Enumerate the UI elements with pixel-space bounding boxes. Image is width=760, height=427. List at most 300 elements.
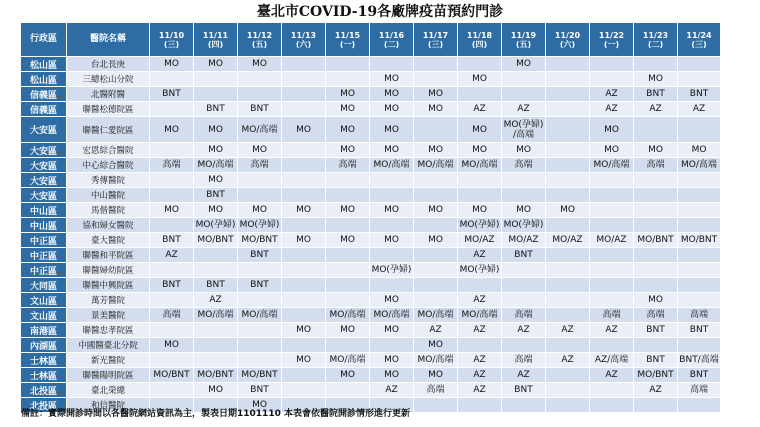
hospital-cell: 景美醫院 [67, 308, 150, 323]
schedule-cell [590, 248, 634, 263]
hospital-header: 醫院名稱 [67, 23, 150, 57]
table-row [21, 173, 721, 188]
district-cell: 大安區 [21, 158, 67, 173]
schedule-cell: MO [282, 353, 326, 368]
schedule-cell [194, 72, 238, 87]
district-cell: 士林區 [21, 368, 67, 383]
schedule-cell [502, 188, 546, 203]
date-header [502, 23, 546, 57]
date-label: 11/13 [290, 30, 317, 40]
schedule-cell [150, 353, 194, 368]
schedule-cell: MO [194, 57, 238, 72]
hospital-cell: 聯醫中興院區 [67, 278, 150, 293]
schedule-cell: BNT [150, 278, 194, 293]
schedule-cell [370, 173, 414, 188]
schedule-cell: MO [370, 353, 414, 368]
schedule-cell [590, 278, 634, 293]
weekday-label: (三) [427, 39, 444, 49]
schedule-cell [282, 248, 326, 263]
table-row [21, 87, 721, 102]
schedule-cell [414, 188, 458, 203]
schedule-cell [238, 87, 282, 102]
schedule-cell [238, 263, 282, 278]
schedule-cell [150, 263, 194, 278]
schedule-cell [590, 383, 634, 398]
district-cell: 北投區 [21, 383, 67, 398]
schedule-cell [458, 398, 502, 413]
table-row [21, 293, 721, 308]
date-label: 11/17 [422, 30, 449, 40]
date-header [678, 23, 721, 57]
schedule-cell: BNT [502, 248, 546, 263]
schedule-cell [502, 173, 546, 188]
schedule-cell: MO/BNT [634, 233, 678, 248]
schedule-cell: MO [414, 87, 458, 102]
district-cell: 大安區 [21, 143, 67, 158]
schedule-cell: BNT [238, 278, 282, 293]
footnote: 備註：實際開診時間以各醫院網站資訊為主，製表日期1101110 本表會依醫院開診情形進行更新 [21, 409, 410, 419]
schedule-cell: AZ [502, 368, 546, 383]
date-header [546, 23, 590, 57]
schedule-cell [238, 293, 282, 308]
district-cell: 中正區 [21, 263, 67, 278]
schedule-cell: BNT [678, 87, 721, 102]
schedule-cell: MO [282, 117, 326, 143]
schedule-cell: MO [370, 203, 414, 218]
schedule-cell: BNT [238, 102, 282, 117]
schedule-cell: BNT [678, 368, 721, 383]
district-cell: 北投區 [21, 398, 67, 413]
date-header [458, 23, 502, 57]
schedule-cell [546, 117, 590, 143]
schedule-cell: MO [458, 72, 502, 87]
schedule-cell [546, 143, 590, 158]
hospital-cell: 協和婦女醫院 [67, 218, 150, 233]
schedule-cell: MO [370, 368, 414, 383]
schedule-cell [458, 173, 502, 188]
schedule-cell: BNT/高端 [678, 353, 721, 368]
schedule-cell: AZ [458, 293, 502, 308]
schedule-cell [282, 173, 326, 188]
schedule-cell: BNT [194, 188, 238, 203]
schedule-cell: MO/BNT [238, 368, 282, 383]
table-body [21, 57, 721, 413]
schedule-cell [546, 338, 590, 353]
schedule-cell: MO [414, 143, 458, 158]
schedule-cell [282, 218, 326, 233]
table-row [21, 308, 721, 323]
schedule-cell: MO [326, 143, 370, 158]
schedule-cell: MO/高端 [194, 308, 238, 323]
district-cell: 大安區 [21, 188, 67, 203]
weekday-label: (一) [603, 39, 620, 49]
schedule-cell [238, 353, 282, 368]
schedule-cell: MO [370, 233, 414, 248]
hospital-cell: 馬偕醫院 [67, 203, 150, 218]
schedule-cell [238, 72, 282, 87]
schedule-cell [414, 293, 458, 308]
schedule-cell: MO [194, 173, 238, 188]
schedule-cell: MO/高端 [370, 158, 414, 173]
date-label: 11/12 [246, 30, 273, 40]
schedule-cell [150, 102, 194, 117]
schedule-cell: MO [634, 143, 678, 158]
schedule-cell [634, 117, 678, 143]
schedule-cell [546, 72, 590, 87]
schedule-cell [502, 72, 546, 87]
date-label: 11/18 [466, 30, 493, 40]
schedule-cell [546, 398, 590, 413]
schedule-cell: MO [634, 72, 678, 87]
schedule-cell [370, 218, 414, 233]
schedule-cell: MO/BNT [238, 233, 282, 248]
schedule-cell [678, 248, 721, 263]
date-header [326, 23, 370, 57]
schedule-cell: MO [282, 203, 326, 218]
schedule-cell: MO [546, 203, 590, 218]
schedule-cell [546, 293, 590, 308]
schedule-cell: MO/高端 [458, 158, 502, 173]
hospital-cell: 宏恩綜合醫院 [67, 143, 150, 158]
table-row [21, 143, 721, 158]
schedule-cell [326, 173, 370, 188]
district-cell: 中山區 [21, 203, 67, 218]
schedule-cell: AZ [590, 368, 634, 383]
schedule-cell: MO(孕婦) [502, 218, 546, 233]
schedule-cell [678, 188, 721, 203]
table-row [21, 248, 721, 263]
weekday-label: (五) [515, 39, 532, 49]
schedule-cell [458, 57, 502, 72]
schedule-cell: MO [194, 203, 238, 218]
schedule-cell [194, 353, 238, 368]
schedule-cell: MO/AZ [458, 233, 502, 248]
table-row [21, 117, 721, 143]
schedule-cell: MO [414, 203, 458, 218]
schedule-cell: AZ [546, 353, 590, 368]
hospital-cell: 三總松山分院 [67, 72, 150, 87]
table-row [21, 338, 721, 353]
date-header [414, 23, 458, 57]
schedule-cell: MO/高端 [238, 117, 282, 143]
schedule-cell [282, 143, 326, 158]
schedule-cell [590, 57, 634, 72]
schedule-cell: MO/高端 [326, 353, 370, 368]
district-cell: 信義區 [21, 102, 67, 117]
hospital-cell: 聯醫陽明院區 [67, 368, 150, 383]
schedule-cell: MO [458, 117, 502, 143]
hospital-cell: 萬芳醫院 [67, 293, 150, 308]
hospital-cell: 聯醫婦幼院區 [67, 263, 150, 278]
date-label: 11/10 [158, 30, 185, 40]
schedule-cell [326, 263, 370, 278]
schedule-cell: BNT [150, 87, 194, 102]
schedule-cell: 高端 [678, 383, 721, 398]
schedule-cell: AZ [634, 102, 678, 117]
hospital-cell: 中山醫院 [67, 188, 150, 203]
schedule-cell [590, 218, 634, 233]
district-cell: 中山區 [21, 218, 67, 233]
schedule-cell [282, 57, 326, 72]
schedule-cell: MO [502, 143, 546, 158]
schedule-cell [546, 308, 590, 323]
schedule-cell [194, 338, 238, 353]
district-cell: 大同區 [21, 278, 67, 293]
schedule-cell [282, 158, 326, 173]
schedule-cell: MO(孕婦) [194, 218, 238, 233]
schedule-cell [282, 383, 326, 398]
vaccine-schedule-table [20, 22, 721, 413]
schedule-cell [634, 188, 678, 203]
schedule-cell [414, 218, 458, 233]
district-cell: 大安區 [21, 117, 67, 143]
schedule-cell [238, 188, 282, 203]
schedule-cell [282, 87, 326, 102]
table-row [21, 188, 721, 203]
schedule-cell: BNT [634, 87, 678, 102]
schedule-cell: 高端 [414, 383, 458, 398]
schedule-cell [370, 188, 414, 203]
table-row [21, 263, 721, 278]
schedule-cell: AZ [370, 383, 414, 398]
schedule-cell: MO [326, 323, 370, 338]
date-label: 11/16 [378, 30, 405, 40]
schedule-cell: MO/高端 [590, 158, 634, 173]
date-header [238, 23, 282, 57]
date-header [590, 23, 634, 57]
header-row [21, 23, 721, 57]
schedule-cell: AZ [678, 102, 721, 117]
schedule-cell: MO [282, 323, 326, 338]
schedule-cell: 高端 [634, 158, 678, 173]
schedule-cell [326, 57, 370, 72]
schedule-cell: MO [194, 143, 238, 158]
schedule-cell: BNT [502, 383, 546, 398]
date-header [634, 23, 678, 57]
schedule-cell: MO [326, 203, 370, 218]
schedule-cell: 高端 [502, 308, 546, 323]
schedule-cell: BNT [678, 323, 721, 338]
schedule-cell [282, 338, 326, 353]
table-row [21, 368, 721, 383]
schedule-cell: BNT [238, 248, 282, 263]
schedule-cell: AZ [590, 102, 634, 117]
district-cell: 文山區 [21, 293, 67, 308]
schedule-cell [326, 248, 370, 263]
schedule-cell [194, 263, 238, 278]
date-header [370, 23, 414, 57]
schedule-cell [326, 218, 370, 233]
schedule-cell [414, 398, 458, 413]
schedule-cell: MO [238, 143, 282, 158]
schedule-cell [414, 173, 458, 188]
schedule-cell: MO(孕婦) [458, 263, 502, 278]
hospital-cell: 秀傳醫院 [67, 173, 150, 188]
schedule-cell [326, 383, 370, 398]
schedule-cell [546, 278, 590, 293]
schedule-cell [546, 102, 590, 117]
schedule-cell: MO [634, 293, 678, 308]
schedule-cell [546, 87, 590, 102]
district-cell: 內湖區 [21, 338, 67, 353]
weekday-label: (五) [251, 39, 268, 49]
schedule-cell: MO/BNT [194, 368, 238, 383]
district-cell: 中正區 [21, 248, 67, 263]
table-row [21, 323, 721, 338]
table-row [21, 278, 721, 293]
schedule-cell: MO/AZ [590, 233, 634, 248]
schedule-cell [546, 383, 590, 398]
schedule-cell: AZ [414, 323, 458, 338]
schedule-cell [414, 278, 458, 293]
table-row [21, 353, 721, 368]
schedule-cell: AZ [590, 323, 634, 338]
schedule-cell: MO [150, 338, 194, 353]
schedule-cell: MO [326, 368, 370, 383]
schedule-cell [546, 57, 590, 72]
schedule-cell [590, 398, 634, 413]
schedule-cell [546, 218, 590, 233]
schedule-cell [546, 158, 590, 173]
schedule-cell [370, 57, 414, 72]
schedule-cell [678, 72, 721, 87]
schedule-cell: 高端 [150, 308, 194, 323]
schedule-cell [282, 72, 326, 87]
schedule-cell: AZ [546, 323, 590, 338]
schedule-cell [678, 398, 721, 413]
date-label: 11/20 [554, 30, 581, 40]
schedule-cell [150, 218, 194, 233]
schedule-cell: MO [678, 143, 721, 158]
schedule-cell: MO/高端 [414, 308, 458, 323]
date-header [282, 23, 326, 57]
schedule-cell [414, 57, 458, 72]
schedule-cell [546, 263, 590, 278]
schedule-cell: MO [414, 368, 458, 383]
schedule-cell: MO [326, 102, 370, 117]
table-row [21, 57, 721, 72]
weekday-label: (二) [647, 39, 664, 49]
schedule-cell: MO [150, 57, 194, 72]
schedule-cell: 高端 [502, 158, 546, 173]
district-cell: 士林區 [21, 353, 67, 368]
schedule-cell [370, 248, 414, 263]
schedule-cell [414, 117, 458, 143]
schedule-cell [502, 278, 546, 293]
schedule-cell [590, 72, 634, 87]
table-row [21, 158, 721, 173]
schedule-cell: MO [326, 117, 370, 143]
schedule-cell [590, 263, 634, 278]
table-row [21, 233, 721, 248]
weekday-label: (一) [339, 39, 356, 49]
schedule-cell: MO [414, 233, 458, 248]
schedule-cell [678, 203, 721, 218]
schedule-cell [590, 188, 634, 203]
district-cell: 松山區 [21, 57, 67, 72]
schedule-cell: BNT [634, 353, 678, 368]
schedule-cell [678, 173, 721, 188]
schedule-cell [678, 218, 721, 233]
schedule-cell [370, 338, 414, 353]
date-label: 11/24 [686, 30, 712, 40]
schedule-cell: AZ [590, 87, 634, 102]
schedule-cell: AZ [634, 383, 678, 398]
schedule-cell [678, 117, 721, 143]
weekday-label: (二) [383, 39, 400, 49]
schedule-cell [238, 173, 282, 188]
schedule-cell: 高端 [590, 308, 634, 323]
schedule-cell: MO [370, 143, 414, 158]
schedule-cell [238, 323, 282, 338]
schedule-cell [194, 248, 238, 263]
schedule-cell: MO [238, 57, 282, 72]
schedule-cell [590, 338, 634, 353]
schedule-cell [678, 57, 721, 72]
schedule-cell: MO/BNT [194, 233, 238, 248]
schedule-cell: MO/AZ [502, 233, 546, 248]
hospital-cell: 聯醫仁愛院區 [67, 117, 150, 143]
schedule-cell: MO [238, 398, 282, 413]
schedule-cell [634, 248, 678, 263]
schedule-cell: MO [370, 72, 414, 87]
schedule-cell [634, 203, 678, 218]
hospital-cell: 臺北榮總 [67, 383, 150, 398]
schedule-cell: MO(孕婦) /高端 [502, 117, 546, 143]
schedule-cell: MO [194, 117, 238, 143]
table-row [21, 203, 721, 218]
schedule-cell [326, 72, 370, 87]
weekday-label: (三) [163, 39, 180, 49]
schedule-cell [414, 263, 458, 278]
table-row [21, 72, 721, 87]
schedule-cell [150, 293, 194, 308]
schedule-cell: MO [414, 102, 458, 117]
schedule-cell: 高端 [634, 308, 678, 323]
table-row [21, 383, 721, 398]
schedule-cell: AZ [458, 353, 502, 368]
hospital-cell: 和信醫院 [67, 398, 150, 413]
schedule-cell [634, 57, 678, 72]
schedule-cell: AZ [502, 323, 546, 338]
district-cell: 南港區 [21, 323, 67, 338]
schedule-cell [678, 263, 721, 278]
hospital-cell: 臺大醫院 [67, 233, 150, 248]
schedule-cell: MO [282, 233, 326, 248]
schedule-cell: MO/BNT [678, 233, 721, 248]
schedule-cell [150, 323, 194, 338]
schedule-cell [590, 173, 634, 188]
schedule-cell: MO/高端 [238, 308, 282, 323]
district-cell: 大安區 [21, 173, 67, 188]
schedule-cell: MO [370, 117, 414, 143]
schedule-cell [150, 188, 194, 203]
weekday-label: (六) [295, 39, 312, 49]
schedule-cell: MO/高端 [678, 158, 721, 173]
schedule-cell [634, 263, 678, 278]
schedule-cell: MO [150, 117, 194, 143]
page-title: 臺北市COVID-19各廠牌疫苗預約門診 [256, 4, 504, 20]
weekday-label: (六) [559, 39, 576, 49]
schedule-cell: MO [502, 203, 546, 218]
schedule-cell [458, 338, 502, 353]
schedule-cell [150, 173, 194, 188]
schedule-cell [238, 338, 282, 353]
schedule-cell [326, 293, 370, 308]
schedule-cell [326, 338, 370, 353]
schedule-cell [546, 368, 590, 383]
date-label: 11/11 [202, 30, 229, 40]
